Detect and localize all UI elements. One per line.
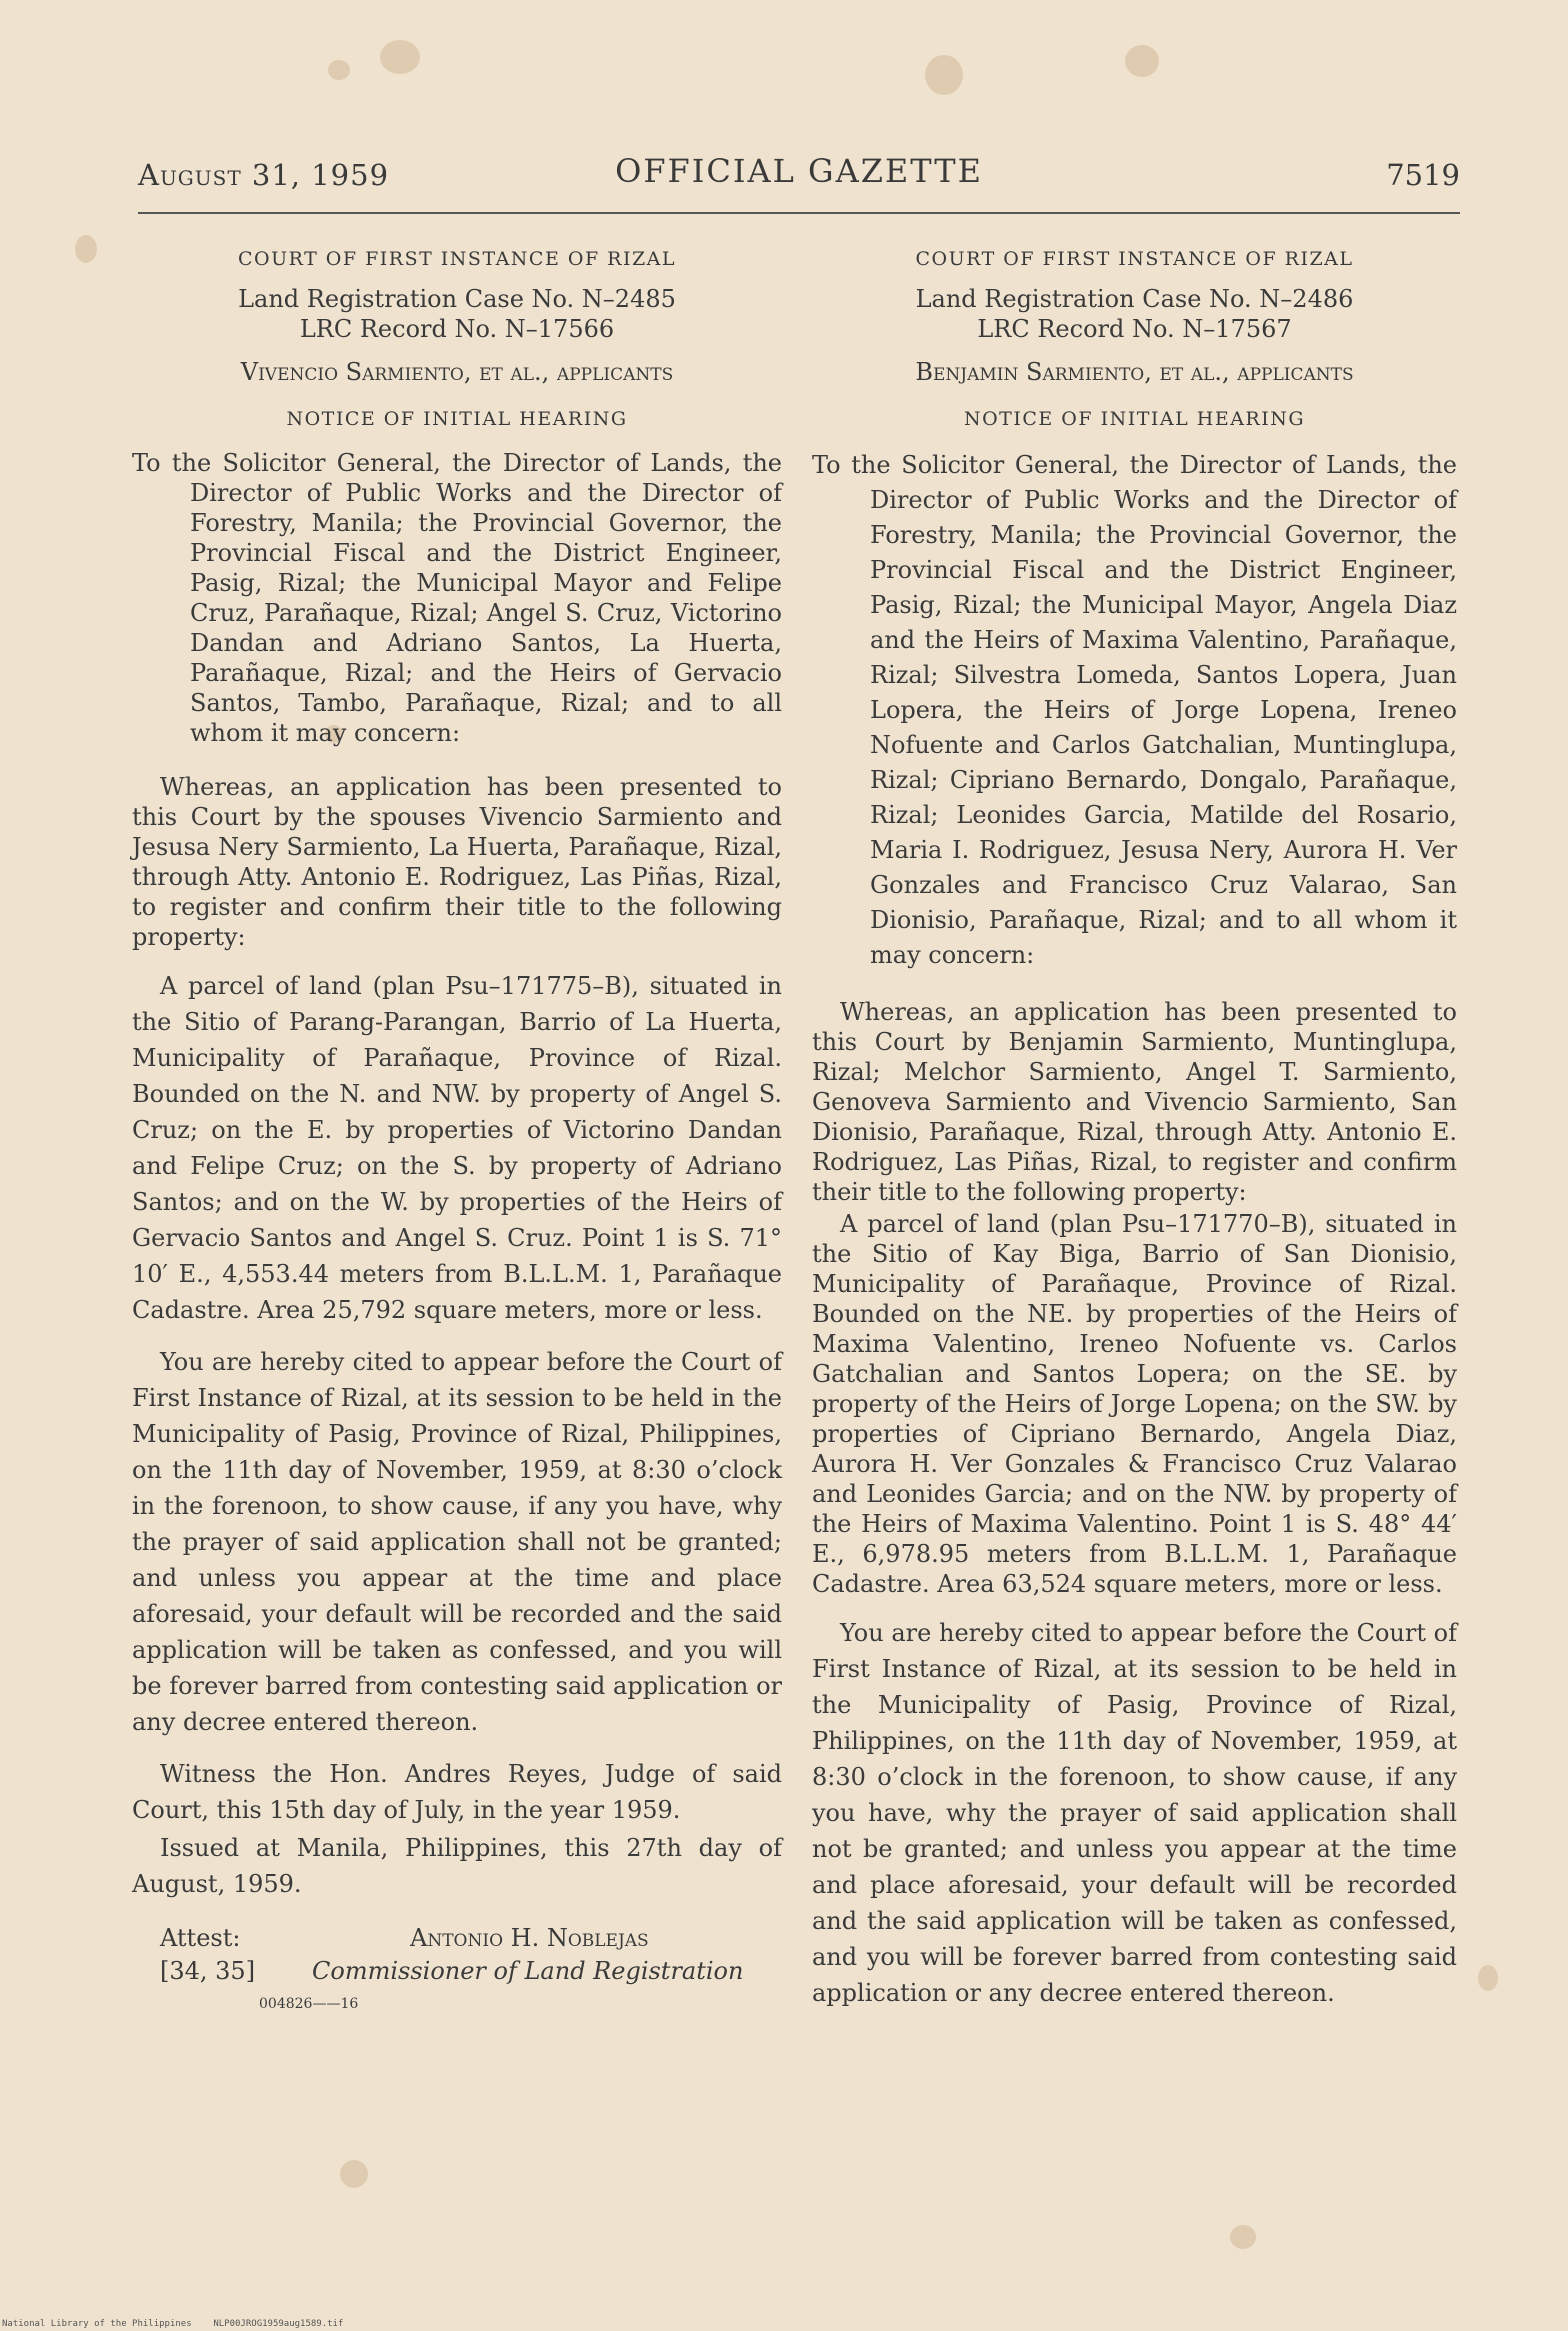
notice-right-column [812,240,1457,2011]
parcel-description: A parcel of land (plan Psu–171775–B), situated in the Sitio of Parang-Parangan, Barrio of La Huerta, Municipality of Parañaque, Province of Rizal. Bounded on the N. and NW. by property of Angel S. Cruz; on the E. by properties of Victorino Dandan and Felipe Cruz; on the S. by property of Adriano Santos; and on the W. by properties of the Heirs of Gervacio Santos and Angel S. Cruz. Point 1 is S. 71° 10′ E., 4,553.44 meters from B.L.L.M. 1, Parañaque Cadastre. Area 25,792 square meters, more or less. [132,972,782,1324]
notice-left-column [132,240,782,2012]
signatory-title: Commissioner of Land Registration [312,1957,744,1985]
library-credit: National Library of the Philippines [2,2319,192,2329]
citation-paragraph: You are hereby cited to appear before the Court of First Instance of Rizal, at its session to be held in the Municipality of Pasig, Province of Rizal, Philippines, on the 11th day of November, 1959, at 8:30 o’clock in the forenoon, to show cause, if any you have, why the prayer of said application shall not be granted; and unless you appear at the time and place aforesaid, your default will be recorded and the said application will be taken as confessed, and you will be forever barred from contesting said application or any decree entered thereon. [132,1348,782,1736]
print-code: 004826——16 [259,1996,359,2012]
attest-label: Attest: [160,1924,241,1952]
applicants-line: Benjamin Sarmiento, et al., applicants [915,358,1354,386]
page-header [138,150,1460,200]
stain-mark [380,40,420,74]
attestation-block [132,1922,782,1990]
attest-signatory: Antonio H. Noblejas [410,1924,649,1952]
header-rule [138,212,1460,214]
case-line-2: LRC Record No. N–17566 [299,315,615,343]
stain-mark [925,55,963,95]
case-number [132,284,782,344]
case-number [812,284,1457,344]
addressees-paragraph: To the Solicitor General, the Director of Lands, the Director of Public Works and the Director of Forestry, Manila; the Provincial Governor, the Provincial Fiscal and the District Engineer, Pasig, Rizal; the Municipal Mayor, Angela Diaz and the Heirs of Maxima Valentino, Parañaque, Rizal; Silvestra Lomeda, Santos Lopera, Juan Lopera, the Heirs of Jorge Lopena, Ireneo Nofuente and Carlos Gatchalian, Muntinglupa, Rizal; Cipriano Bernardo, Dongalo, Parañaque, Rizal; Leonides Garcia, Matilde del Rosario, Maria I. Rodriguez, Jesusa Nery, Aurora H. Ver Gonzales and Francisco Cruz Valarao, San Dionisio, Parañaque, Rizal; and to all whom it may concern: [812,451,1457,969]
notice-heading: NOTICE OF INITIAL HEARING [963,408,1306,430]
case-line-1: Land Registration Case No. N–2486 [915,285,1354,313]
court-name: COURT OF FIRST INSTANCE OF RIZAL [915,248,1354,270]
stain-mark [1478,1965,1498,1991]
addressees-paragraph: To the Solicitor General, the Director of Lands, the Director of Public Works and the Director of Forestry, Manila; the Provincial Governor, the Provincial Fiscal and the District Engineer, Pasig, Rizal; the Municipal Mayor and Felipe Cruz, Parañaque, Rizal; Angel S. Cruz, Victorino Dandan and Adriano Santos, La Huerta, Parañaque, Rizal; and the Heirs of Gervacio Santos, Tambo, Parañaque, Rizal; and to all whom it may concern: [132,449,782,747]
stain-mark [1230,2225,1256,2249]
witness-paragraph: Witness the Hon. Andres Reyes, Judge of said Court, this 15th day of July, in the year 1959. [132,1760,782,1824]
stain-mark [1125,45,1159,77]
whereas-paragraph: Whereas, an application has been presented to this Court by Benjamin Sarmiento, Muntinglupa, Rizal; Melchor Sarmiento, Angel T. Sarmiento, Genoveva Sarmiento and Vivencio Sarmiento, San Dionisio, Parañaque, Rizal, through Atty. Antonio E. Rodriguez, Las Piñas, Rizal, to register and confirm their title to the following property: [812,998,1457,1206]
stain-mark [328,60,350,80]
case-line-2: LRC Record No. N–17567 [977,315,1292,343]
issue-date: August 31, 1959 [138,158,390,192]
issued-paragraph: Issued at Manila, Philippines, this 27th day of August, 1959. [132,1834,782,1898]
notice-heading: NOTICE OF INITIAL HEARING [286,408,628,430]
stain-mark [340,2160,368,2188]
case-line-1: Land Registration Case No. N–2485 [238,285,676,313]
scan-filename: NLP00JROG1959aug1589.tif [213,2319,344,2329]
court-name: COURT OF FIRST INSTANCE OF RIZAL [237,248,677,270]
stain-mark [75,235,97,263]
page-number: 7519 [1386,158,1460,192]
whereas-paragraph: Whereas, an application has been presented to this Court by the spouses Vivencio Sarmiento and Jesusa Nery Sarmiento, La Huerta, Parañaque, Rizal, through Atty. Antonio E. Rodriguez, Las Piñas, Rizal, to register and confirm their title to the following property: [132,773,782,951]
scan-footer [2,2319,343,2329]
applicants-line: Vivencio Sarmiento, et al., applicants [240,358,674,386]
citation-paragraph: You are hereby cited to appear before the Court of First Instance of Rizal, at its session to be held in the Municipality of Pasig, Province of Rizal, Philippines, on the 11th day of November, 1959, at 8:30 o’clock in the forenoon, to show cause, if any you have, why the prayer of said application shall not be granted; and unless you appear at the time and place aforesaid, your default will be recorded and the said application will be taken as confessed, and you will be forever barred from contesting said application or any decree entered thereon. [812,1619,1457,2007]
parcel-description: A parcel of land (plan Psu–171770–B), situated in the Sitio of Kay Biga, Barrio of San Dionisio, Municipality of Parañaque, Province of Rizal. Bounded on the NE. by properties of the Heirs of Maxima Valentino, Ireneo Nofuente vs. Carlos Gatchalian and Santos Lopera; on the SE. by property of the Heirs of Jorge Lopena; on the SW. by properties of Cipriano Bernardo, Angela Diaz, Aurora H. Ver Gonzales & Francisco Cruz Valarao and Leonides Garcia; and on the NW. by property of the Heirs of Maxima Valentino. Point 1 is S. 48° 44′ E., 6,978.95 meters from B.L.L.M. 1, Parañaque Cadastre. Area 63,524 square meters, more or less. [812,1210,1457,1598]
publication-title: OFFICIAL GAZETTE [615,152,983,190]
issue-reference: [34, 35] [160,1957,256,1985]
